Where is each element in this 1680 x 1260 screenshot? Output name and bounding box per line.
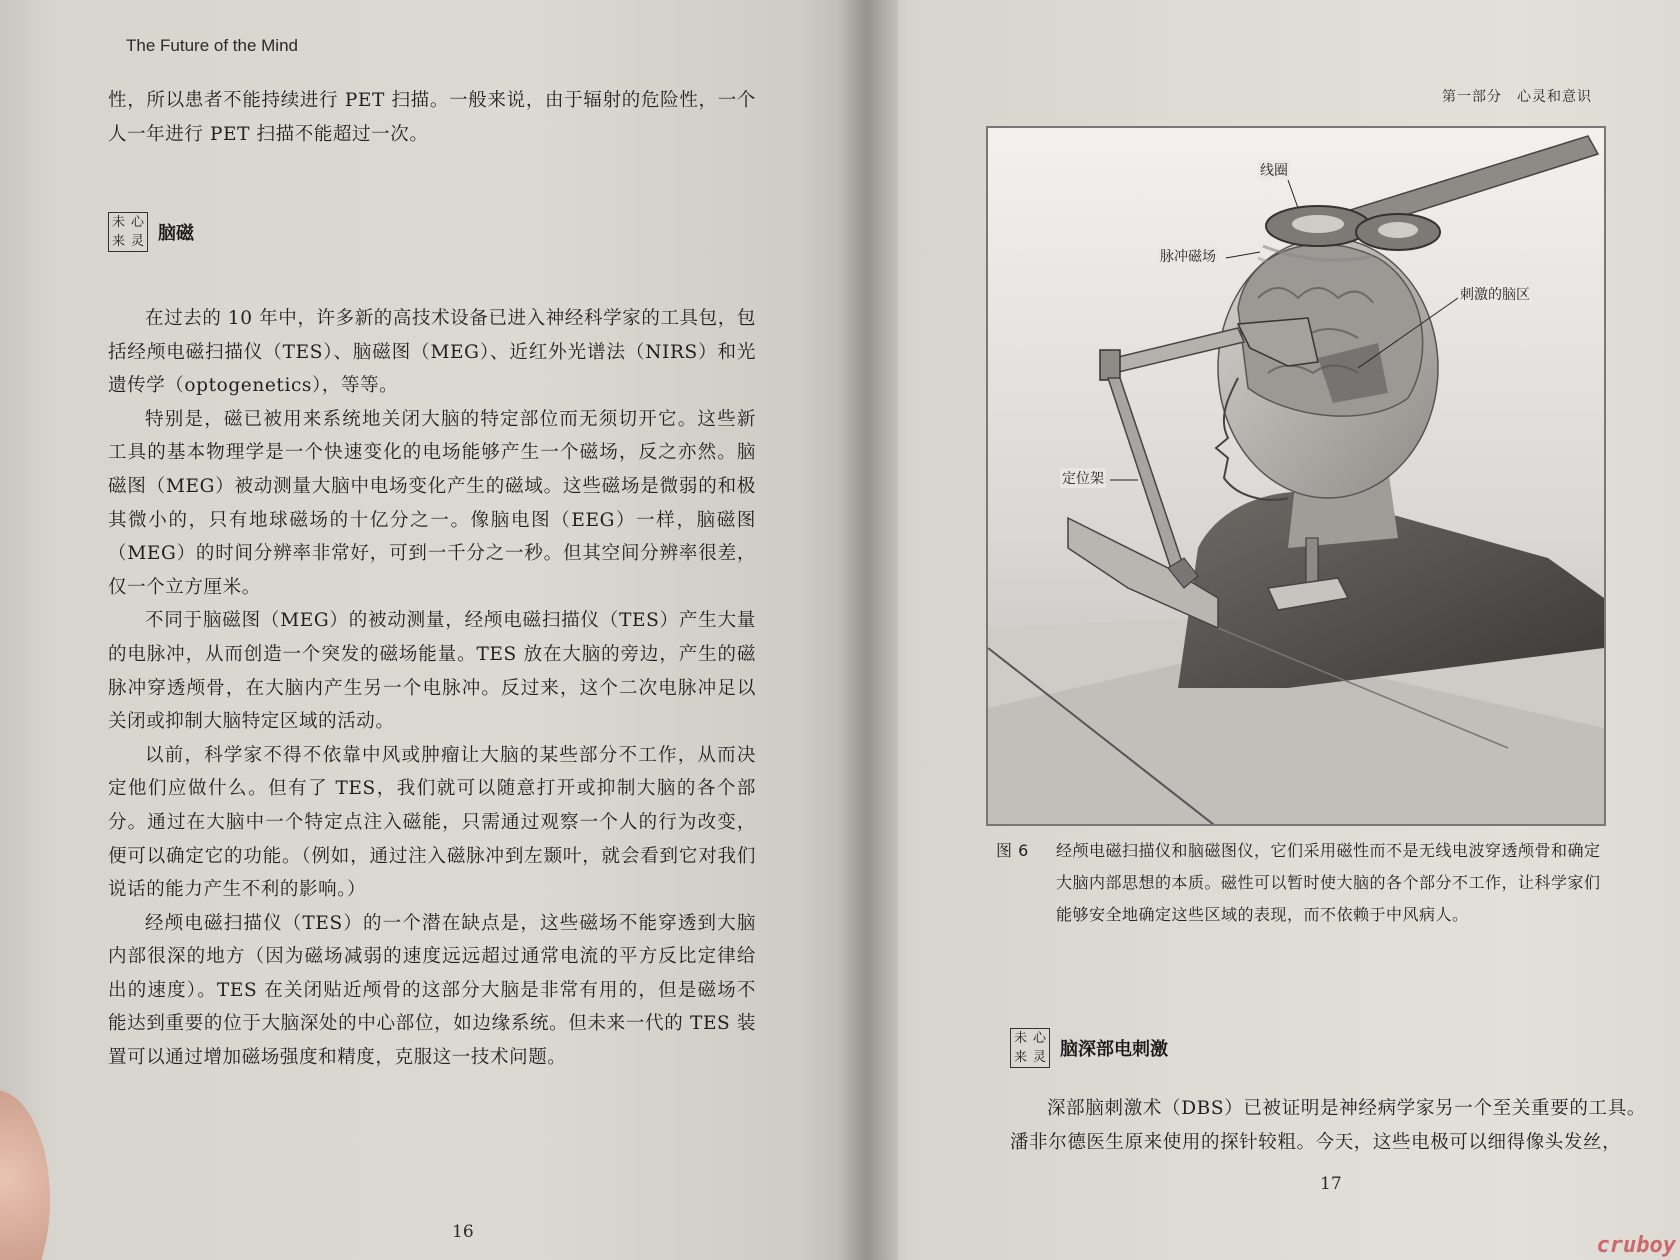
label-pulse-field: 脉冲磁场 (1158, 246, 1218, 266)
left-body (108, 302, 756, 1075)
paragraph-1: 在过去的 10 年中，许多新的高技术设备已进入神经科学家的工具包，包括经颅电磁扫描仪（TES）、脑磁图（MEG）、近红外光谱法（NIRS）和光遗传学（optogenetics），等等。 (108, 308, 756, 397)
thumb (0, 1090, 50, 1260)
section-seal-icon: 未 心 来 灵 (1010, 1028, 1050, 1068)
section-heading-dbs (1010, 1028, 1168, 1068)
paragraph-2: 特别是，磁已被用来系统地关闭大脑的特定部位而无须切开它。这些新工具的基本物理学是一个快速变化的电场能够产生一个磁场，反之亦然。脑磁图（MEG）被动测量大脑中电场变化产生的磁域。这些磁场是微弱的和极其微小的，只有地球磁场的十亿分之一。像脑电图（EEG）一样，脑磁图（MEG）的时间分辨率非常好，可到一千分之一秒。但其空间分辨率很差，仅一个立方厘米。 (108, 408, 756, 598)
right-page (868, 0, 1680, 1260)
right-running-head: 第一部分 心灵和意识 (1442, 89, 1592, 105)
figure-caption-text: 经颅电磁扫描仪和脑磁图仪，它们采用磁性而不是无线电波穿透颅骨和确定大脑内部思想的本质。磁性可以暂时使大脑的各个部分不工作，让科学家们能够安全地确定这些区域的表现，而不依赖于中风病人。 (1056, 841, 1601, 924)
right-page-number: 17 (1320, 1174, 1342, 1194)
left-running-head: The Future of the Mind (126, 36, 298, 55)
section-title: 脑磁 (158, 223, 194, 244)
paragraph-4: 以前，科学家不得不依靠中风或肿瘤让大脑的某些部分不工作，从而决定他们应做什么。但有了 TES，我们就可以随意打开或抑制大脑的各个部分。通过在大脑中一个特定点注入磁能，只需通过观察一个人的行为改变，便可以确定它的功能。（例如，通过注入磁脉冲到左颞叶，就会看到它对我们说话的能力产生不利的影响。） (108, 744, 756, 901)
book-spine-shadow (838, 0, 898, 1260)
label-stimulated-area: 刺激的脑区 (1458, 284, 1532, 304)
section-title: 脑深部电刺激 (1060, 1039, 1168, 1060)
left-page-number: 16 (452, 1222, 474, 1242)
figure-number: 图 6 (996, 841, 1029, 860)
figure-tms-illustration (986, 126, 1606, 826)
continued-text: 性，所以患者不能持续进行 PET 扫描。一般来说，由于辐射的危险性，一个人一年进行 PET 扫描不能超过一次。 (108, 90, 756, 145)
section-seal-icon: 未 心 来 灵 (108, 212, 148, 252)
right-body (1010, 1092, 1646, 1159)
figure-caption (996, 835, 1616, 931)
dbs-paragraph: 深部脑刺激术（DBS）已被证明是神经病学家另一个至关重要的工具。潘非尔德医生原来使用的探针较粗。今天，这些电极可以细得像头发丝， (1010, 1098, 1646, 1153)
paragraph-3: 不同于脑磁图（MEG）的被动测量，经颅电磁扫描仪（TES）产生大量的电脉冲，从而创造一个突发的磁场能量。TES 放在大脑的旁边，产生的磁脉冲穿透颅骨，在大脑内产生另一个电脉冲。反过来，这个二次电脉冲足以关闭或抑制大脑特定区域的活动。 (108, 610, 756, 733)
section-heading-brain-magnetism (108, 212, 194, 252)
watermark: cruboy (1596, 1233, 1676, 1258)
label-positioning-frame: 定位架 (1060, 468, 1106, 488)
continued-paragraph (108, 84, 756, 151)
label-coil: 线圈 (1258, 160, 1290, 180)
paragraph-5: 经颅电磁扫描仪（TES）的一个潜在缺点是，这些磁场不能穿透到大脑内部很深的地方（因为磁场减弱的速度远远超过通常电流的平方反比定律给出的速度）。TES 在关闭贴近颅骨的这部分大脑是非常有用的，但是磁场不能达到重要的位于大脑深处的中心部位，如边缘系统。但未来一代的 TES 装置可以通过增加磁场强度和精度，克服这一技术问题。 (108, 912, 756, 1069)
